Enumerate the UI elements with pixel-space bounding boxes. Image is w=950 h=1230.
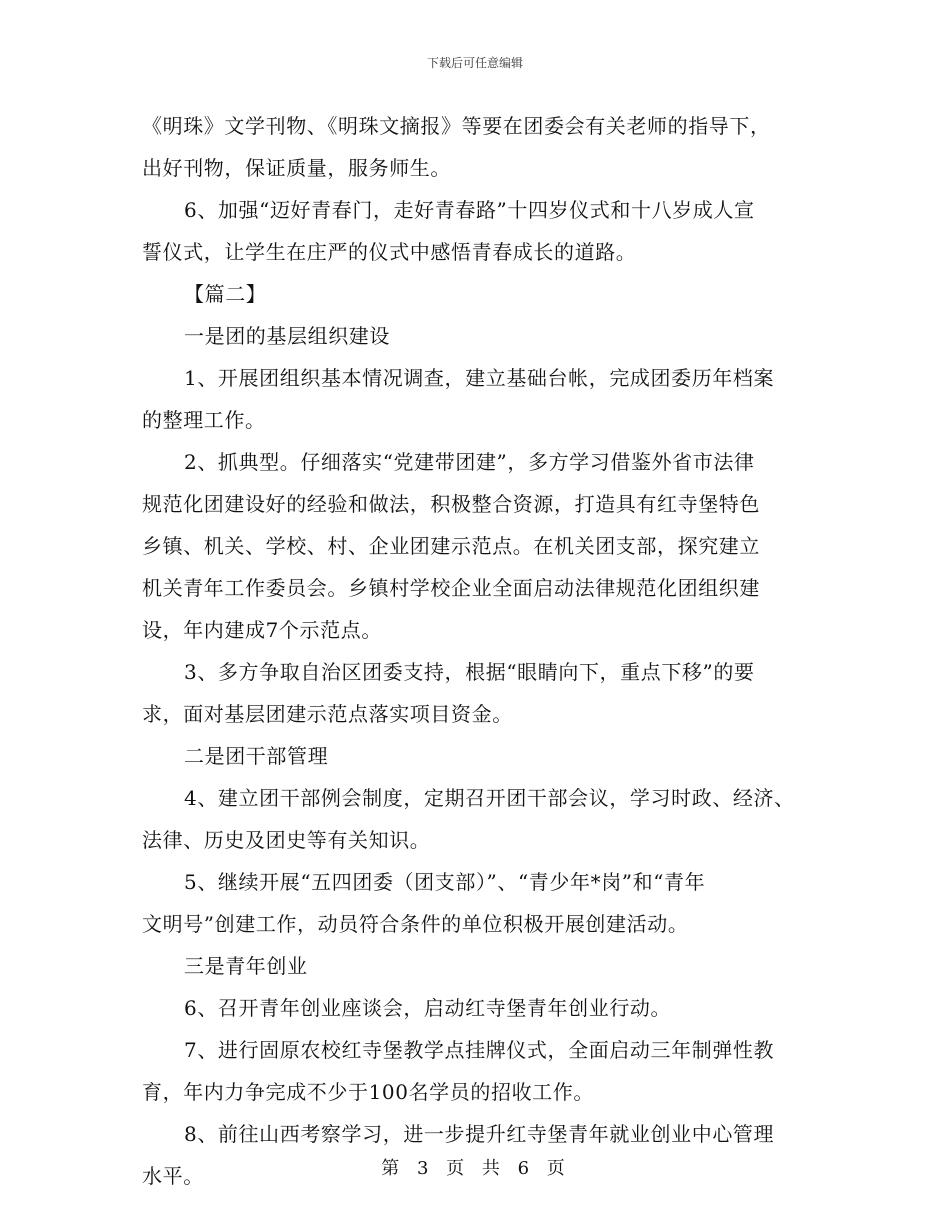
page-header: 下载后可任意编辑 — [426, 56, 523, 70]
paragraph-line: 出好刊物，保证质量，服务师生。 — [142, 156, 451, 180]
subsection-heading: 二是团干部管理 — [184, 744, 329, 768]
paragraph-line: 乡镇、机关、学校、村、企业团建示范点。在机关团支部，探究建立 — [142, 534, 760, 558]
paragraph-line: 3、多方争取自治区团委支持，根据“眼睛向下，重点下移”的要 — [184, 660, 755, 684]
paragraph-line: 1、开展团组织基本情况调查，建立基础台帐，完成团委历年档案 — [184, 366, 775, 390]
paragraph-line: 5、继续开展“五四团委（团支部）”、“青少年*岗”和“青年 — [184, 870, 706, 894]
subsection-heading: 三是青年创业 — [184, 954, 308, 978]
paragraph-line: 水平。 — [142, 1164, 204, 1188]
paragraph-line: 文明号”创建工作，动员符合条件的单位积极开展创建活动。 — [142, 912, 689, 936]
subsection-heading: 一是团的基层组织建设 — [184, 324, 390, 348]
paragraph-line: 4、建立团干部例会制度，定期召开团干部会议，学习时政、经济、 — [184, 786, 795, 810]
section-heading: 【篇二】 — [184, 282, 267, 306]
total-pages-number: 6 — [517, 1158, 534, 1179]
paragraph-line: 誓仪式，让学生在庄严的仪式中感悟青春成长的道路。 — [142, 240, 637, 264]
paragraph-line: 法律、历史及团史等有关知识。 — [142, 828, 431, 852]
paragraph-line: 8、前往山西考察学习，进一步提升红寺堡青年就业创业中心管理 — [184, 1122, 775, 1146]
paragraph-line: 6、加强“迈好青春门，走好青春路”十四岁仪式和十八岁成人宣 — [184, 198, 755, 222]
paragraph-line: 设，年内建成7个示范点。 — [142, 618, 382, 642]
footer-page-word: 页 — [446, 1158, 469, 1179]
paragraph-line: 机关青年工作委员会。乡镇村学校企业全面启动法律规范化团组织建 — [142, 576, 760, 600]
page-footer — [0, 1154, 950, 1180]
paragraph-line: 规范化团建设好的经验和做法，积极整合资源，打造具有红寺堡特色 — [142, 492, 760, 516]
paragraph-line: 《明珠》文学刊物、《明珠文摘报》等要在团委会有关老师的指导下， — [142, 114, 771, 138]
paragraph-line: 6、召开青年创业座谈会，启动红寺堡青年创业行动。 — [184, 996, 672, 1020]
current-page-number: 3 — [416, 1158, 433, 1179]
document-body — [142, 110, 822, 1193]
paragraph-line: 2、抓典型。仔细落实“党建带团建”，多方学习借鉴外省市法律 — [184, 450, 755, 474]
paragraph-line: 育，年内力争完成不少于100名学员的招收工作。 — [142, 1080, 594, 1104]
paragraph-line: 7、进行固原农校红寺堡教学点挂牌仪式，全面启动三年制弹性教 — [184, 1038, 775, 1062]
paragraph-line: 求，面对基层团建示范点落实项目资金。 — [142, 702, 513, 726]
footer-total-word: 共 — [481, 1158, 504, 1179]
paragraph-line: 的整理工作。 — [142, 408, 266, 432]
footer-prefix: 第 — [381, 1158, 404, 1179]
footer-suffix: 页 — [546, 1158, 569, 1179]
